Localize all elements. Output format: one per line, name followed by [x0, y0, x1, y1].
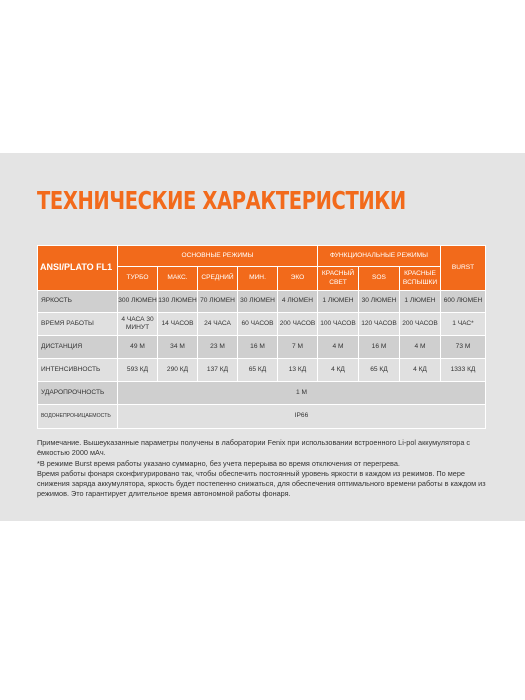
table-cell: IP66: [118, 405, 486, 429]
row-label: ЯРКОСТЬ: [38, 291, 118, 313]
table-cell: 23 М: [198, 336, 238, 359]
note-text: *В режиме Burst время работы указано суммарно, без учета перерыва во время отключения от перегрева.: [37, 458, 400, 468]
table-row: [38, 359, 486, 382]
mode-max: МАКС.: [158, 267, 198, 291]
table-cell: 100 ЧАСОВ: [318, 313, 359, 336]
table-cell: 14 ЧАСОВ: [158, 313, 198, 336]
table-cell: 593 КД: [118, 359, 158, 382]
table-cell: 60 ЧАСОВ: [238, 313, 278, 336]
mode-burst: BURST: [441, 246, 486, 291]
table-cell: 1 М: [118, 382, 486, 405]
table-row: [38, 405, 486, 429]
group-func-modes: ФУНКЦИОНАЛЬНЫЕ РЕЖИМЫ: [318, 246, 441, 267]
table-cell: 1 ЛЮМЕН: [400, 291, 441, 313]
spec-table: [37, 245, 486, 429]
table-cell: 30 ЛЮМЕН: [238, 291, 278, 313]
row-label: УДАРОПРОЧНОСТЬ: [38, 382, 118, 405]
table-cell: 200 ЧАСОВ: [278, 313, 318, 336]
table-cell: 73 М: [441, 336, 486, 359]
table-cell: 130 ЛЮМЕН: [158, 291, 198, 313]
table-cell: 13 КД: [278, 359, 318, 382]
table-cell: 30 ЛЮМЕН: [359, 291, 400, 313]
table-cell: 600 ЛЮМЕН: [441, 291, 486, 313]
table-cell: 4 КД: [318, 359, 359, 382]
table-cell: 4 КД: [400, 359, 441, 382]
table-cell: 34 М: [158, 336, 198, 359]
note-text: Примечание. Вышеуказанные параметры получены в лаборатории Fenix при использовании встроенного Li-pol аккумулятора с ёмкостью 2000 мАч.: [37, 438, 471, 458]
mode-medium: СРЕДНИЙ: [198, 267, 238, 291]
table-cell: 4 М: [400, 336, 441, 359]
mode-min: МИН.: [238, 267, 278, 291]
mode-turbo: ТУРБО: [118, 267, 158, 291]
table-cell: 290 КД: [158, 359, 198, 382]
table-row: [38, 291, 486, 313]
model-name: ANSI/PLATO FL1: [38, 246, 118, 291]
table-cell: 7 М: [278, 336, 318, 359]
table-row: [38, 382, 486, 405]
table-row: [38, 313, 486, 336]
table-cell: 4 ЧАСА 30 МИНУТ: [118, 313, 158, 336]
table-cell: 1 ЛЮМЕН: [318, 291, 359, 313]
row-label: ИНТЕНСИВНОСТЬ: [38, 359, 118, 382]
table-cell: 1333 КД: [441, 359, 486, 382]
row-label: ВРЕМЯ РАБОТЫ: [38, 313, 118, 336]
table-cell: 4 ЛЮМЕН: [278, 291, 318, 313]
table-cell: 65 КД: [359, 359, 400, 382]
group-main-modes: ОСНОВНЫЕ РЕЖИМЫ: [118, 246, 318, 267]
row-label: ВОДОНЕПРОНИЦАЕМОСТЬ: [38, 405, 118, 429]
table-cell: 24 ЧАСА: [198, 313, 238, 336]
row-label: ДИСТАНЦИЯ: [38, 336, 118, 359]
table-cell: 16 М: [238, 336, 278, 359]
table-cell: 70 ЛЮМЕН: [198, 291, 238, 313]
mode-red-flash: КРАСНЫЕ ВСПЫШКИ: [400, 267, 441, 291]
table-cell: 1 ЧАС*: [441, 313, 486, 336]
table-cell: 120 ЧАСОВ: [359, 313, 400, 336]
table-cell: 137 КД: [198, 359, 238, 382]
table-cell: 300 ЛЮМЕН: [118, 291, 158, 313]
notes: [37, 438, 492, 500]
mode-eco: ЭКО: [278, 267, 318, 291]
table-cell: 65 КД: [238, 359, 278, 382]
table-row: [38, 336, 486, 359]
table-cell: 16 М: [359, 336, 400, 359]
mode-red-light: КРАСНЫЙ СВЕТ: [318, 267, 359, 291]
note-text: Время работы фонаря сконфигурировано так, чтобы обеспечить постоянный уровень яркости в каждом из режимов. По мере снижения заряда аккумулятора, яркость будет постепенно снижаться, для обеспечения оптимального времени работы в каждом из режимов. Это гарантирует длительное время автономной работы фонаря.: [37, 468, 486, 499]
table-cell: 4 М: [318, 336, 359, 359]
table-cell: 200 ЧАСОВ: [400, 313, 441, 336]
mode-sos: SOS: [359, 267, 400, 291]
table-cell: 49 М: [118, 336, 158, 359]
page-title: ТЕХНИЧЕСКИЕ ХАРАКТЕРИСТИКИ: [37, 186, 406, 215]
